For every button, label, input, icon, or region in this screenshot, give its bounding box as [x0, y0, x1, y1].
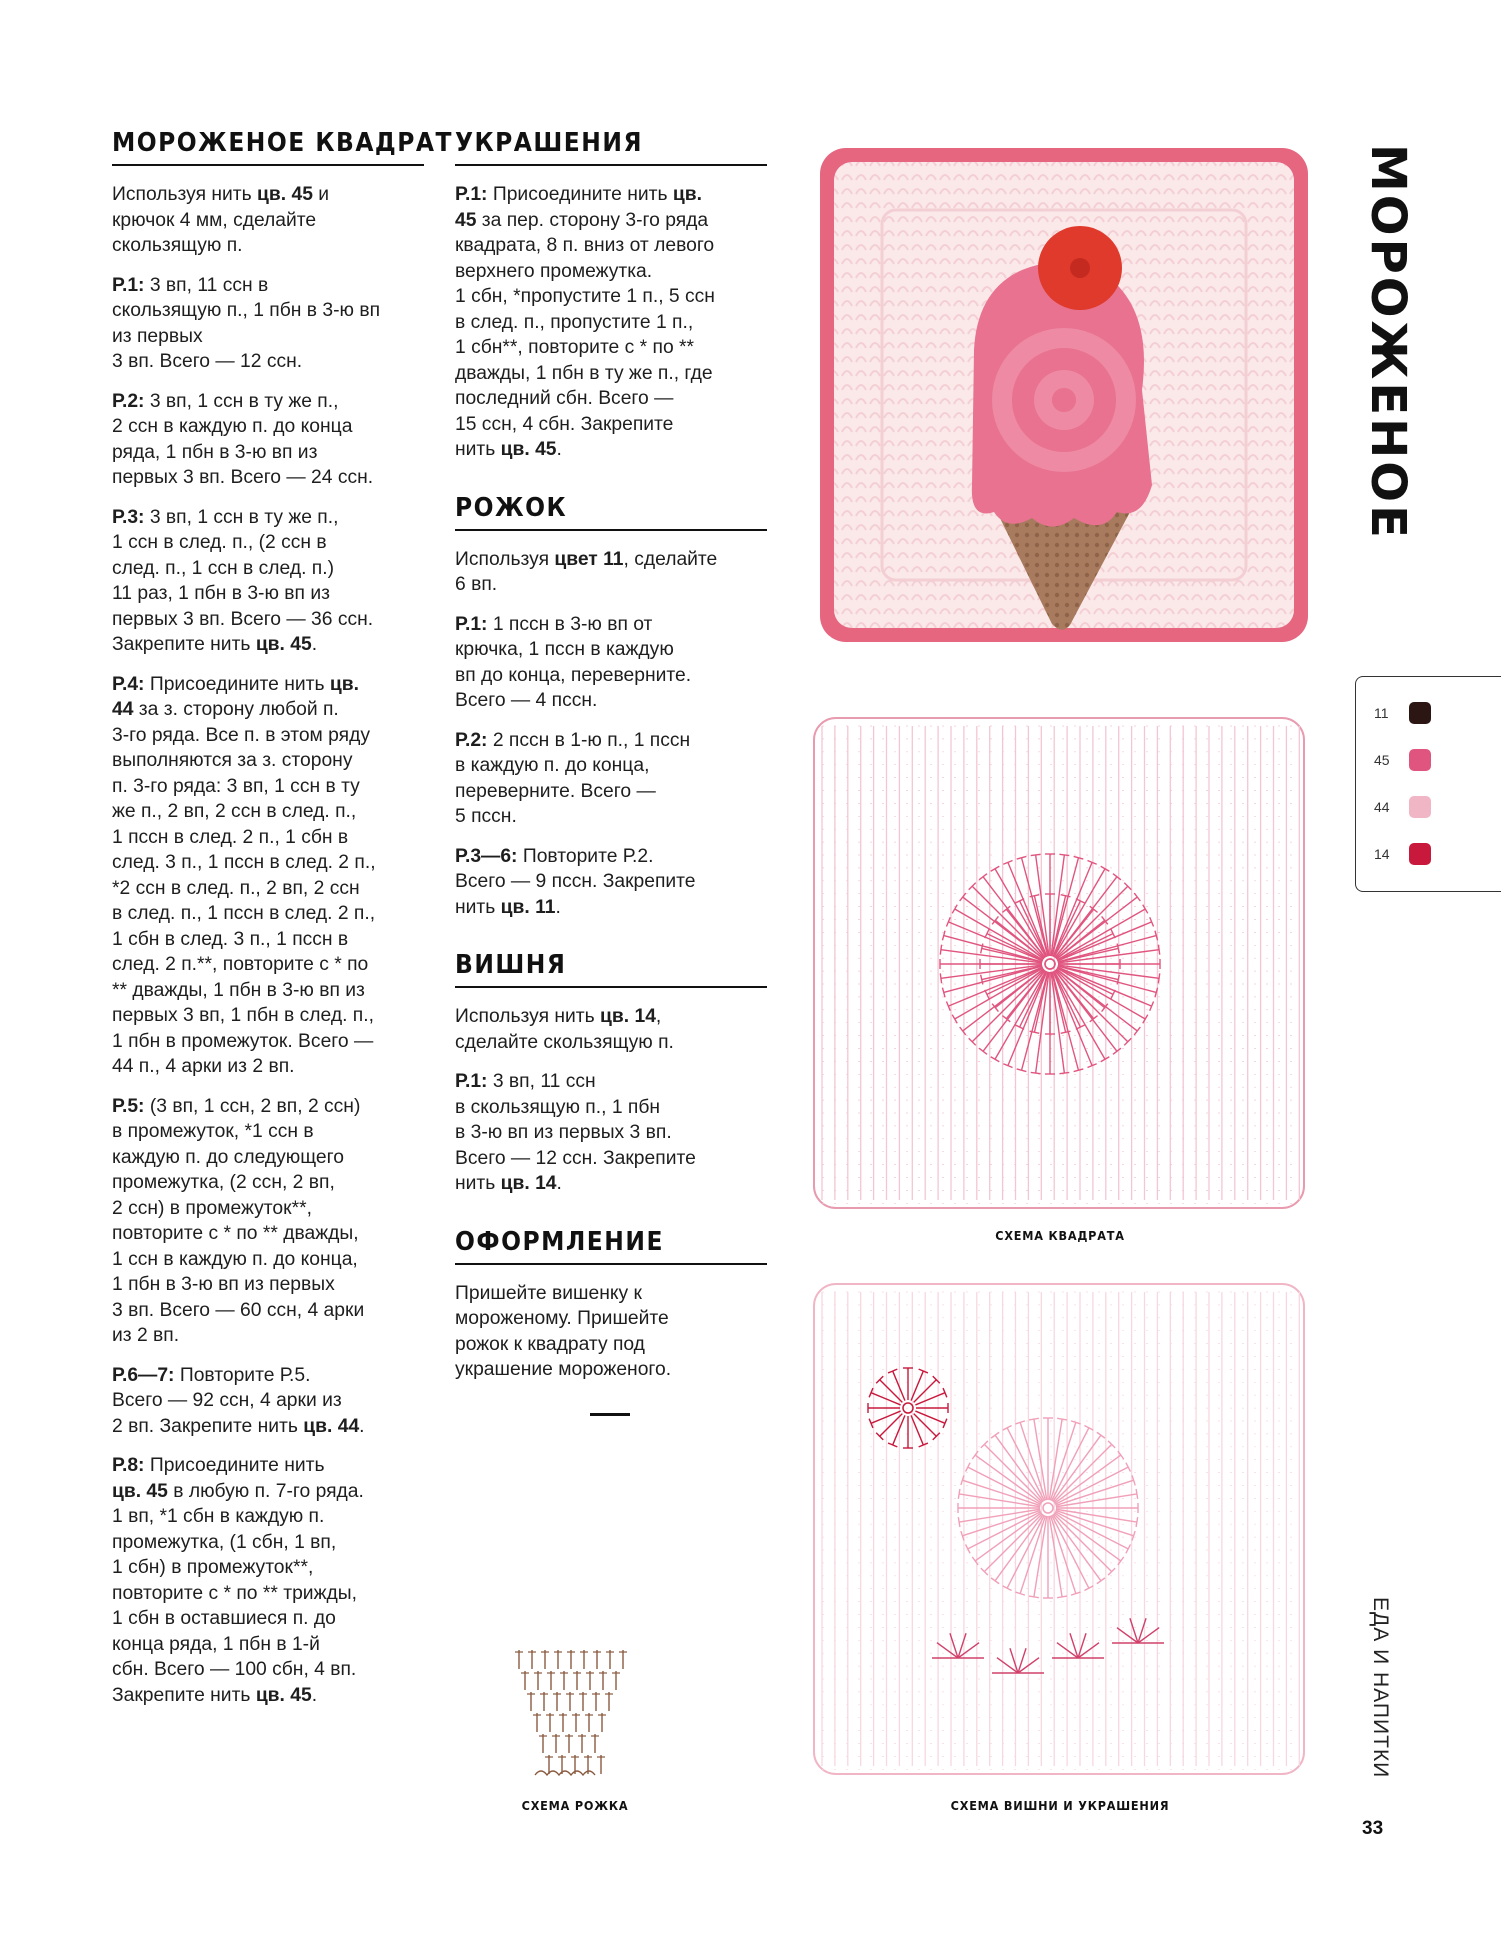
section-heading: ВИШНЯ: [455, 950, 767, 988]
legend-color-number: 14: [1374, 846, 1390, 862]
end-separator: [590, 1413, 630, 1416]
section-block: [455, 950, 767, 1197]
legend-color-number: 44: [1374, 799, 1390, 815]
cone-diagram: [510, 1640, 640, 1780]
square-diagram: [808, 712, 1310, 1214]
instruction-paragraph: Р.3: 3 вп, 1 ссн в ту же п., 1 ссн в след. п., (2 ссн в след. п., 1 ссн в след. п.) 11 раз, 1 пбн в 3-ю вп из первых 3 вп. Всего — 36 ссн. Закрепите нить цв. 45.: [112, 506, 374, 655]
ice-cream-square-photo: [812, 140, 1316, 650]
instruction-paragraph: Используя нить цв. 14, сделайте скользящую п.: [455, 1006, 674, 1053]
instruction-paragraph: Используя нить цв. 45 и крючок 4 мм, сделайте скользящую п.: [112, 184, 330, 256]
section-block: [455, 493, 767, 921]
cherry-decoration-diagram: [808, 1278, 1310, 1780]
color-legend: [1355, 676, 1501, 892]
instruction-paragraph: Р.1: 3 вп, 11 ссн в скользящую п., 1 пбн в 3-ю вп из первых 3 вп. Всего — 12 ссн. Закрепите нить цв. 14.: [455, 1071, 696, 1194]
stitch-spiral: [958, 1418, 1138, 1598]
section-side-label: [1362, 1595, 1398, 1805]
legend-swatch: [1409, 702, 1431, 724]
page-title-vertical: [1358, 140, 1416, 541]
square-diagram-caption: СХЕМА КВАДРАТА: [995, 1228, 1125, 1243]
legend-swatch: [1409, 843, 1431, 865]
legend-color-number: 45: [1374, 752, 1390, 768]
legend-row: [1356, 742, 1501, 782]
cherry-diagram-caption: СХЕМА ВИШНИ И УКРАШЕНИЯ: [950, 1798, 1170, 1813]
instruction-paragraph: Используя цвет 11, сделайте 6 вп.: [455, 548, 718, 595]
instruction-paragraph: Р.1: 1 пссн в 3-ю вп от крючка, 1 пссн в каждую вп до конца, переверните. Всего — 4 пссн.: [455, 613, 692, 711]
instruction-paragraph: Р.8: Присоедините нить цв. 45 в любую п. 7-го ряда. 1 вп, *1 сбн в каждую п. промежутка, (1 сбн, 1 вп, 1 сбн) в промежуток**, повторите с * по ** трижды, 1 сбн в оставшиеся п. до конца ряда, 1 пбн в 1-й сбн. Всего — 100 сбн, 4 вп. Закрепите нить цв. 45.: [112, 1455, 364, 1706]
section-block: [455, 1227, 767, 1383]
instruction-paragraph: Пришейте вишенку к мороженому. Пришейте рожок к квадрату под украшение мороженого.: [455, 1282, 672, 1380]
section-heading: МОРОЖЕНОЕ КВАДРАТ: [112, 128, 424, 166]
instruction-paragraph: Р.6—7: Повторите Р.5. Всего — 92 ссн, 4 арки из 2 вп. Закрепите нить цв. 44.: [112, 1364, 365, 1437]
section-heading: РОЖОК: [455, 493, 767, 531]
section-heading: ОФОРМЛЕНИЕ: [455, 1227, 767, 1265]
instruction-paragraph: Р.4: Присоедините нить цв. 44 за з. сторону любой п. 3-го ряда. Все п. в этом ряду выполняются за з. сторону п. 3-го ряда: 3 вп, 1 ссн в ту же п., 2 вп, 2 ссн в след. п., 1 пссн в след. 2 п., 1 сбн в след. 3 п., 1 пссн в след. 2 п., *2 ссн в след. п., 2 вп, 2 ссн в след. п., 1 пссн в след. 2 п., 1 сбн в след. 3 п., 1 пссн в след. 2 п.**, повторите с * по ** дважды, 1 пбн в 3-ю вп из первых 3 вп, 1 пбн в след. п., 1 пбн в промежуток. Всего — 44 п., 4 арки из 2 вп.: [112, 673, 376, 1077]
instruction-paragraph: Р.1: Присоедините нить цв. 45 за пер. сторону 3-го ряда квадрата, 8 п. вниз от левого верхнего промежутка. 1 сбн, *пропустите 1 п., 5 ссн в след. п., пропустите 1 п., 1 сбн**, повторите с * по ** дважды, 1 пбн в ту же п., где последний сбн. Всего — 15 ссн, 4 сбн. Закрепите нить цв. 45.: [455, 184, 715, 460]
instruction-paragraph: Р.1: 3 вп, 11 ссн в скользящую п., 1 пбн в 3-ю вп из первых 3 вп. Всего — 12 ссн.: [112, 274, 381, 372]
stitch-spiral: [940, 854, 1160, 1074]
legend-row: [1356, 836, 1501, 876]
column-right: [455, 128, 767, 1416]
section-block: [112, 128, 453, 1708]
instruction-paragraph: Р.2: 3 вп, 1 ссн в ту же п., 2 ссн в каждую п. до конца ряда, 1 пбн в 3-ю вп из первых 3 вп. Всего — 24 ссн.: [112, 390, 374, 488]
legend-row: [1356, 695, 1501, 735]
legend-swatch: [1409, 796, 1431, 818]
cone-diagram-caption: СХЕМА РОЖКА: [521, 1798, 629, 1813]
page-number: 33: [1362, 1818, 1384, 1839]
legend-row: [1356, 789, 1501, 829]
instruction-paragraph: Р.5: (3 вп, 1 ссн, 2 вп, 2 ссн) в промежуток, *1 ссн в каждую п. до следующего промежутка, (2 ссн, 2 вп, 2 ссн) в промежуток**, повторите с * по ** дважды, 1 ссн в каждую п. до конца, 1 пбн в 3-ю вп из первых 3 вп. Всего — 60 ссн, 4 арки из 2 вп.: [112, 1095, 365, 1346]
cone-stitch-rows: [515, 1650, 627, 1775]
section-heading: УКРАШЕНИЯ: [455, 128, 767, 166]
stitch-spiral: [868, 1368, 948, 1448]
legend-color-number: 11: [1374, 705, 1389, 721]
column-left: [112, 128, 453, 1738]
instruction-paragraph: Р.2: 2 пссн в 1-ю п., 1 пссн в каждую п. до конца, переверните. Всего — 5 пссн.: [455, 729, 691, 827]
instruction-paragraph: Р.3—6: Повторите Р.2. Всего — 9 пссн. Закрепите нить цв. 11.: [455, 845, 696, 918]
decoration-arcs: [932, 1618, 1164, 1673]
section-block: [455, 128, 767, 463]
side-label-text: ЕДА И НАПИТКИ: [1369, 1597, 1392, 1779]
legend-swatch: [1409, 749, 1431, 771]
page-title-text: МОРОЖЕНОЕ: [1360, 144, 1416, 541]
